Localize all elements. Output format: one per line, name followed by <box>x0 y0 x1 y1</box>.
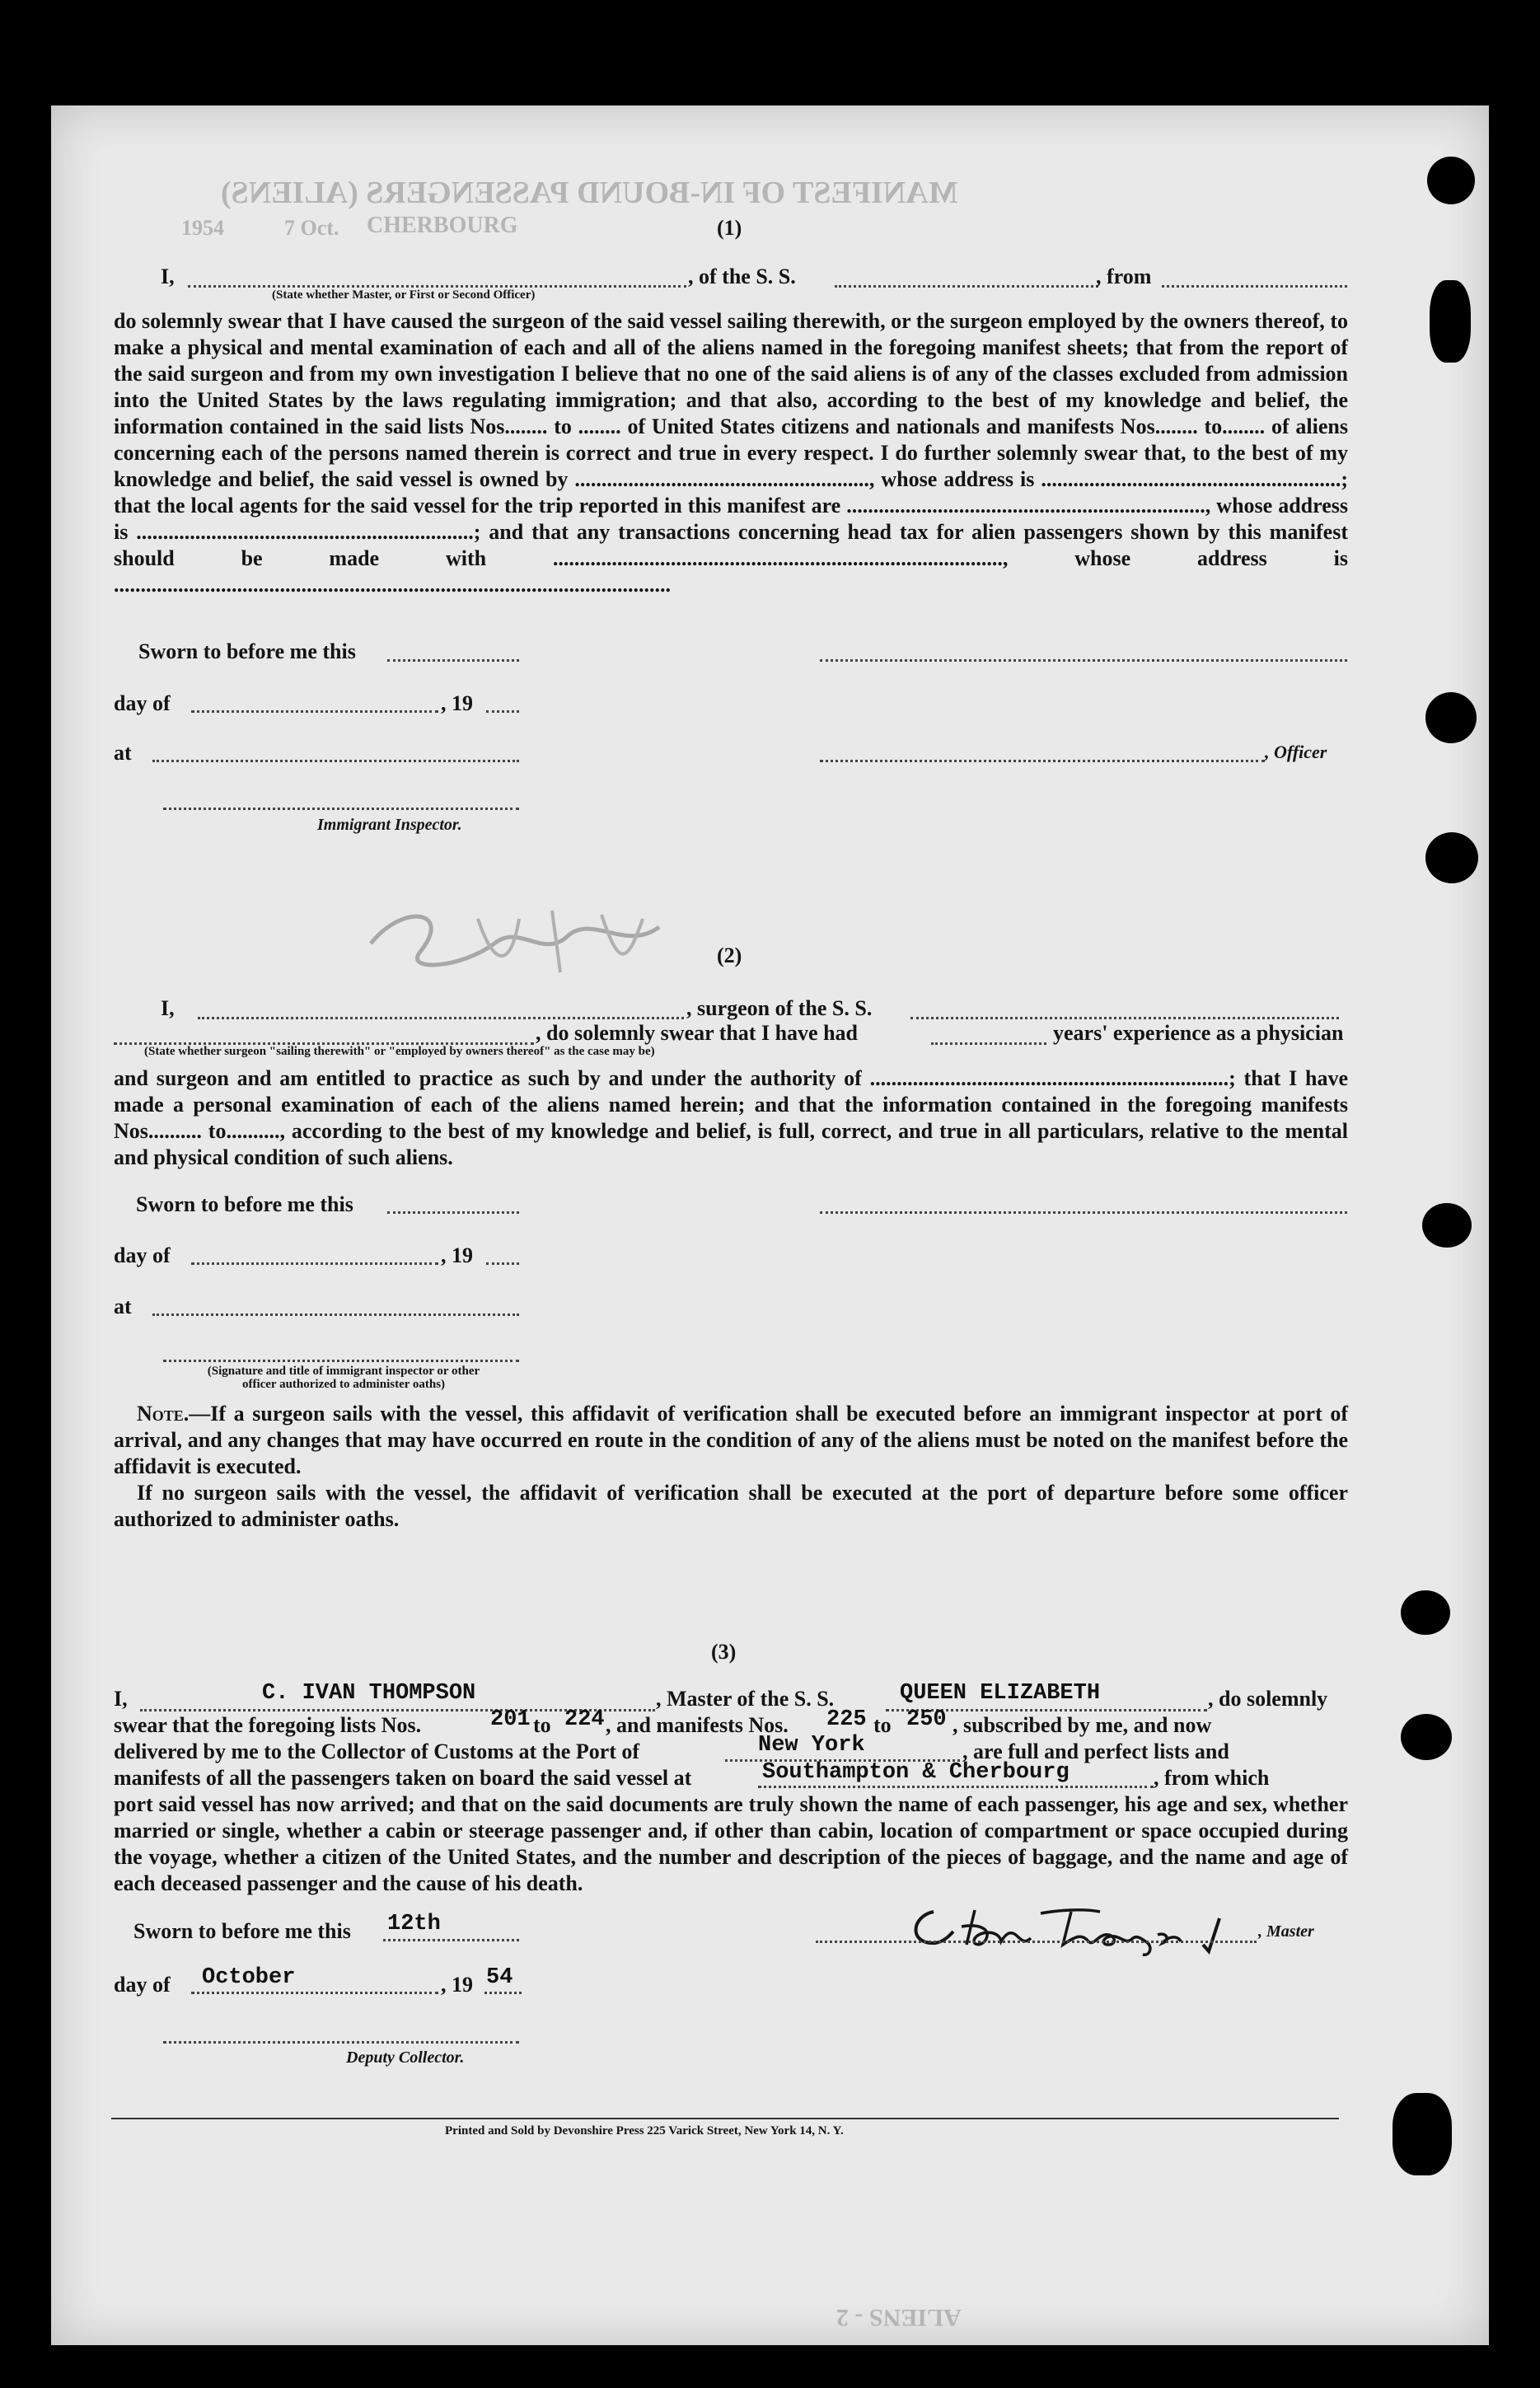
s2-ship-line <box>910 1017 1339 1019</box>
section-3-marker: (3) <box>711 1640 737 1664</box>
s3-year-line <box>484 1992 522 1994</box>
s1-officer-note: (State whether Master, or First or Second Officer) <box>272 288 536 302</box>
s3-to-2: to <box>873 1713 892 1737</box>
s1-at: at <box>114 741 132 765</box>
s1-signature-line <box>820 659 1347 662</box>
s2-note-label: Note. <box>137 1402 190 1426</box>
s2-paragraph: and surgeon and am entitled to practice as such by and under the authority of ...................................................................; that I have made a personal examination of each of the aliens named herein; and that the information contained in the foregoing manifests Nos.......... to.........., according to the best of my knowledge and belief, is full, correct, and true in all particulars, relative to the mental and physical condition of such aliens. <box>114 1066 1348 1169</box>
s1-of-ss: , of the S. S. <box>688 265 796 288</box>
s2-solemnly: , do solemnly swear that I have had <box>536 1021 859 1045</box>
punch-hole <box>1422 1203 1472 1248</box>
s3-deputy-line <box>163 2041 519 2044</box>
s3-month: October <box>202 1965 296 1990</box>
s2-note <box>114 1401 1348 1480</box>
s1-officer: , Officer <box>1265 742 1327 762</box>
s3-swear-lists: swear that the foregoing lists Nos. <box>114 1713 422 1737</box>
s3-sworn-day: 12th <box>387 1912 441 1936</box>
punch-hole <box>1401 1714 1452 1760</box>
s3-from-which: , from which <box>1154 1766 1270 1790</box>
s3-master: , Master <box>1258 1922 1314 1941</box>
s1-sworn: Sworn to before me this <box>138 639 356 663</box>
s1-from: , from <box>1096 265 1152 288</box>
s2-i-prefix: I, <box>161 996 175 1020</box>
s3-year-prefix: , 19 <box>441 1973 473 1997</box>
s3-man-to: 250 <box>906 1707 947 1732</box>
s3-master-name: C. IVAN THOMPSON <box>262 1681 476 1706</box>
s2-signature-line <box>820 1211 1347 1214</box>
s3-day-of: day of <box>114 1973 171 1997</box>
s3-deputy: Deputy Collector. <box>346 2049 465 2067</box>
s1-ship-line <box>835 285 1098 288</box>
s2-surgeon-of: , surgeon of the S. S. <box>686 996 873 1020</box>
section-1-marker: (1) <box>717 216 742 240</box>
s3-month-line <box>191 1992 438 1994</box>
s1-at-line <box>152 760 519 762</box>
s3-i-prefix: I, <box>114 1687 128 1711</box>
footer-rule <box>111 2118 1339 2119</box>
s1-year-line <box>486 710 519 713</box>
punch-hole <box>1427 157 1475 204</box>
s2-name-line <box>198 1017 684 1019</box>
s3-do-solemnly: , do solemnly <box>1208 1687 1328 1711</box>
s3-master-of: , Master of the S. S. <box>656 1687 835 1711</box>
s1-inspector-line <box>163 808 519 810</box>
s3-signature-line <box>816 1941 1257 1943</box>
punch-hole <box>1401 1590 1450 1635</box>
s2-note-2: If no surgeon sails with the vessel, the affidavit of verification shall be executed at the port of departure before some officer authorized to administer oaths. <box>114 1481 1348 1531</box>
s2-note-text: —If a surgeon sails with the vessel, this affidavit of verification shall be executed before an immigrant inspector at port of arrival, and any changes that may have occurred en route in the condition of any of the aliens must be noted on the manifest before the affidavit is executed. <box>114 1402 1348 1478</box>
s1-i-prefix: I, <box>161 265 175 288</box>
punch-hole <box>1430 280 1471 363</box>
punch-hole <box>1425 832 1478 883</box>
faint-aliens-label: ALIENS - 2 <box>836 2304 962 2331</box>
punch-hole <box>1393 2093 1452 2175</box>
s3-ports-from: Southampton & Cherbourg <box>762 1760 1070 1785</box>
s1-officer-sign-line <box>820 760 1265 762</box>
s2-year-line <box>486 1262 519 1265</box>
s3-sworn-line <box>383 1939 519 1941</box>
s3-lists-to: 224 <box>564 1707 605 1732</box>
faint-title: MANIFEST OF IN-BOUND PASSENGERS (ALIENS) <box>221 176 958 210</box>
s3-are-full: , are full and perfect lists and <box>962 1739 1229 1763</box>
faint-signature-bleed <box>354 894 700 985</box>
s1-from-line <box>1162 285 1347 288</box>
s1-officer-line <box>188 285 686 288</box>
s3-lists-from: 201 <box>490 1707 531 1732</box>
s3-year-suffix: 54 <box>486 1965 513 1990</box>
faint-port: CHERBOURG <box>367 213 518 238</box>
s1-paragraph: do solemnly swear that I have caused the surgeon of the said vessel sailing therewith, or the surgeon employed by the owners thereof, to make a physical and mental examination of each and all of the aliens named in the foregoing manifest sheets; that from the report of the said surgeon and from my own investigation I believe that no one of the said aliens is of any of the classes excluded from admission into the United States by the laws regulating immigration; and that also, according to the best of my knowledge and belief, the information contained in the said lists Nos........ to ........ of United States citizens and nationals and manifests Nos........ to........ of aliens concerning each of the persons named therein is correct and true in every respect. I do further solemnly swear that, to the best of my knowledge and belief, the said vessel is owned by ......................................................., whose address is ........................................................; that the local agents for the said vessel for the trip reported in this manifest are ..................................................................., whose address is ...............................................................; and that any transactions concerning head tax for alien passengers shown by this manifest should be made with ...................................................................................., whose address is ........................................................................................................ <box>114 309 1348 597</box>
s3-delivered: delivered by me to the Collector of Customs at the Port of <box>114 1739 640 1763</box>
s2-years: years' experience as a physician <box>1053 1021 1344 1045</box>
s2-signature-note: (Signature and title of immigrant inspector or other officer authorized to administer oaths) <box>207 1365 480 1391</box>
s3-paragraph: port said vessel has now arrived; and that on the said documents are truly shown the name of each passenger, his age and sex, whether married or single, whether a cabin or steerage passenger and, if other than cabin, location of compartment or space occupied during the voyage, whether a citizen of the United States, and the number and description of the pieces of baggage, and the name and age of each deceased passenger and the cause of his death. <box>114 1792 1348 1895</box>
s3-port: New York <box>758 1733 865 1758</box>
s3-manifests-all: manifests of all the passengers taken on board the said vessel at <box>114 1766 692 1790</box>
s2-at: at <box>114 1295 132 1318</box>
s1-year: , 19 <box>441 691 473 715</box>
s3-ship: QUEEN ELIZABETH <box>900 1681 1101 1706</box>
s2-sworn: Sworn to before me this <box>136 1192 353 1216</box>
s2-year: , 19 <box>441 1243 473 1267</box>
s2-at-line <box>152 1313 519 1316</box>
s3-and-manifests: , and manifests Nos. <box>606 1713 789 1737</box>
s3-subscribed: , subscribed by me, and now <box>953 1713 1212 1737</box>
s3-sworn: Sworn to before me this <box>133 1919 351 1943</box>
s2-sworn-line <box>387 1211 519 1214</box>
s1-day-line <box>191 710 438 713</box>
s1-day-of: day of <box>114 691 171 715</box>
s2-years-line <box>931 1042 1046 1045</box>
s3-ports-line <box>758 1786 1154 1788</box>
faint-date: 7 Oct. <box>284 216 339 240</box>
s2-day-line <box>191 1262 438 1265</box>
master-signature <box>902 1894 1257 1960</box>
s3-to-1: to <box>533 1713 551 1737</box>
s2-surgeon-note: (State whether surgeon "sailing therewith" or "employed by owners thereof" as the case may be) <box>144 1045 655 1058</box>
s1-inspector: Immigrant Inspector. <box>317 816 462 834</box>
punch-hole <box>1425 692 1477 743</box>
s2-day-of: day of <box>114 1243 171 1267</box>
s2-signature-note-line <box>163 1360 519 1362</box>
s3-man-from: 225 <box>826 1707 867 1732</box>
section-2-marker: (2) <box>717 943 742 967</box>
printer-line: Printed and Sold by Devonshire Press 225 Varick Street, New York 14, N. Y. <box>445 2124 844 2137</box>
s1-sworn-line <box>387 659 519 662</box>
faint-year: 1954 <box>181 216 224 240</box>
